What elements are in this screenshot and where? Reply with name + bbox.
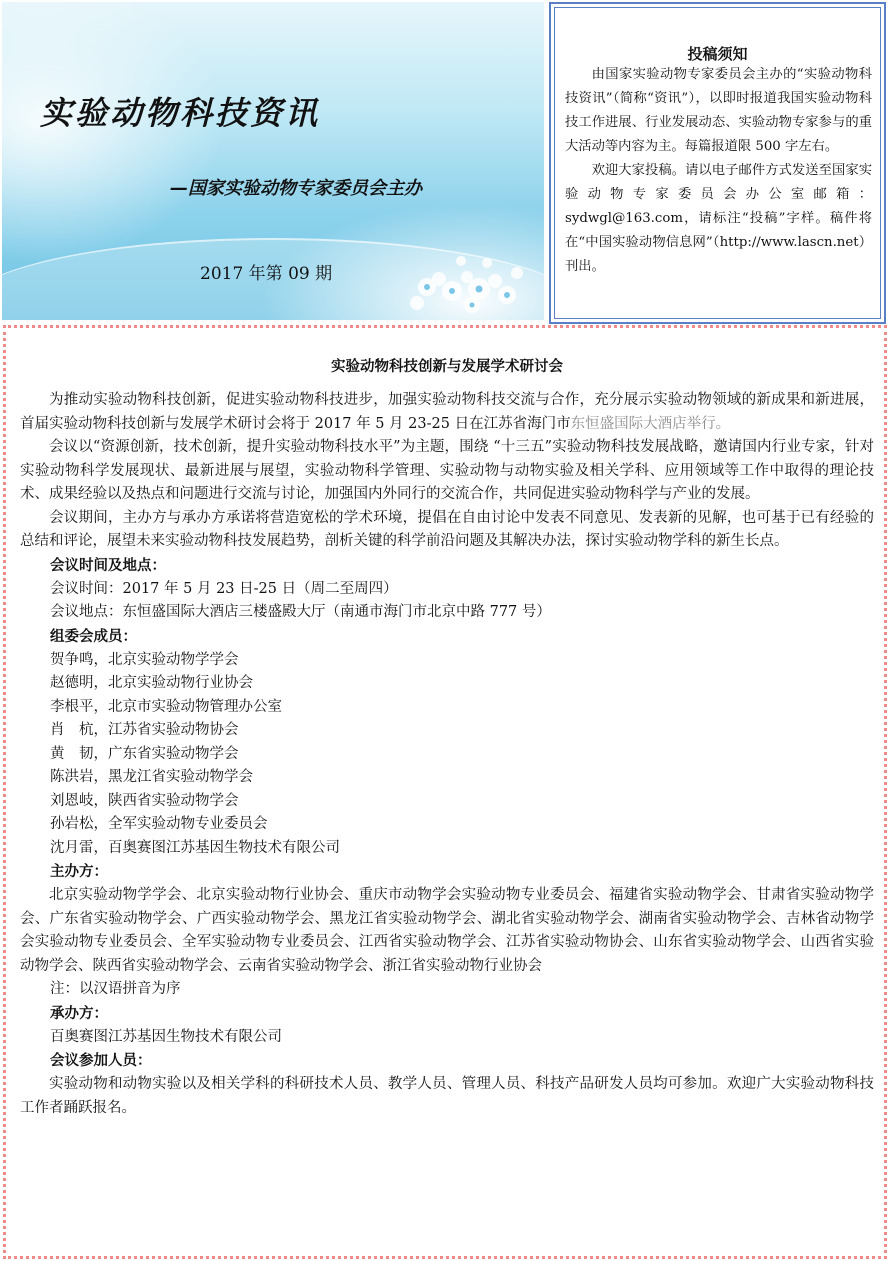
masthead-banner <box>2 2 544 320</box>
meeting-place: 会议地点：东恒盛国际大酒店三楼盛殿大厅（南通市海门市北京中路 777 号） <box>50 604 551 620</box>
host-heading: 主办方： <box>50 863 108 880</box>
flower-decoration-icon <box>397 217 537 317</box>
time-place-heading: 会议时间及地点： <box>50 556 166 574</box>
committee-member: 肖 杭，江苏省实验动物协会 <box>50 722 239 738</box>
committee-member: 贺争鸣，北京实验动物学学会 <box>50 651 239 668</box>
committee-member: 李根平，北京市实验动物管理办公室 <box>50 698 282 715</box>
notice-body <box>565 63 872 279</box>
organizer-name: 百奥赛图江苏基因生物技术有限公司 <box>50 1028 282 1045</box>
committee-member: 赵德明，北京实验动物行业协会 <box>50 675 253 691</box>
committee-member: 沈月雷，百奥赛图江苏基因生物技术有限公司 <box>50 839 340 856</box>
organizer-heading: 承办方： <box>50 1004 108 1022</box>
committee-member: 陈洪岩，黑龙江省实验动物学会 <box>50 769 253 785</box>
intro-paragraph-1-venue: 东恒盛国际大酒店举行。 <box>570 415 731 432</box>
intro-paragraph-2: 会议以“资源创新，技术创新，提升实验动物科技水平”为主题，围绕 “十三五”实验动物科技发展战略，邀请国内行业专家，针对实验动物科学发展现状、最新进展与展望，实验动物科学管理、实验动物与动物实验及相关学科、应用领域等工作中取得的理论技术、成果经验以及热点和问题进行交流与讨论，加强国内外同行的交流合作，共同促进实验动物科学与产业的发展。 <box>20 439 874 502</box>
committee-member: 刘恩岐，陕西省实验动物学会 <box>50 792 239 809</box>
notice-title: 投稿须知 <box>687 45 748 63</box>
meeting-time: 会议时间：2017 年 5 月 23 日-25 日（周二至周四） <box>50 580 398 597</box>
article-title: 实验动物科技创新与发展学术研讨会 <box>331 358 563 375</box>
submission-notice-box <box>549 2 886 324</box>
newsletter-title: 实验动物科技资讯 <box>40 94 321 132</box>
newsletter-subtitle: —国家实验动物专家委员会主办 <box>170 178 422 199</box>
host-list: 北京实验动物学学会、北京实验动物行业协会、重庆市动物学会实验动物专业委员会、福建省实验动物学会、甘肃省实验动物学会、广东省实验动物学会、广西实验动物学会、黑龙江省实验动物学会、湖北省实验动物学会、湖南省实验动物学会、吉林省动物学会实验动物专业委员会、全军实验动物专业委员会、江西省实验动物学会、江苏省实验动物协会、山东省实验动物学会、山西省实验动物学会、陕西省实验动物学会、云南省实验动物学会、浙江省实验动物行业协会 <box>20 887 874 974</box>
issue-number: 2017 年第 09 期 <box>200 264 333 284</box>
committee-member: 孙岩松，全军实验动物专业委员会 <box>50 816 268 832</box>
committee-heading: 组委会成员： <box>50 627 137 645</box>
submission-notice-inner <box>554 7 881 319</box>
intro-paragraph-1-main: 为推动实验动物科技创新，促进实验动物科技进步，加强实验动物科技交流与合作，充分展示实验动物领域的新成果和新进展，首届实验动物科技创新与发展学术研讨会将于 2017 年 5 月 23-25 日在江苏省海门市 <box>20 392 874 432</box>
intro-paragraph-1 <box>20 389 874 436</box>
participants-text: 实验动物和动物实验以及相关学科的科研技术人员、教学人员、管理人员、科技产品研发人员均可参加。欢迎广大实验动物科技工作者踊跃报名。 <box>20 1076 874 1116</box>
article-box <box>3 325 887 1259</box>
notice-paragraph-2: 欢迎大家投稿。请以电子邮件方式发送至国家实验动物专家委员会办公室邮箱：sydwgl@163.com，请标注“投稿”字样。稿件将在“中国实验动物信息网”（http://www.lascn.net）刊出。 <box>565 163 872 274</box>
participants-heading: 会议参加人员： <box>50 1052 152 1069</box>
intro-paragraph-3: 会议期间，主办方与承办方承诺将营造宽松的学术环境，提倡在自由讨论中发表不同意见、发表新的见解，也可基于已有经验的总结和评论，展望未来实验动物科技发展趋势，剖析关键的科学前沿问题及其解决办法，探讨实验动物学科的新生长点。 <box>20 509 874 549</box>
committee-member: 黄 韧，广东省实验动物学会 <box>50 745 239 762</box>
notice-paragraph-1: 由国家实验动物专家委员会主办的“实验动物科技资讯”（简称“资讯”），以即时报道我国实验动物科技工作进展、行业发展动态、实验动物专家参与的重大活动等内容为主。每篇报道限 500 字左右。 <box>565 67 872 154</box>
host-note: 注：以汉语拼音为序 <box>50 981 181 997</box>
